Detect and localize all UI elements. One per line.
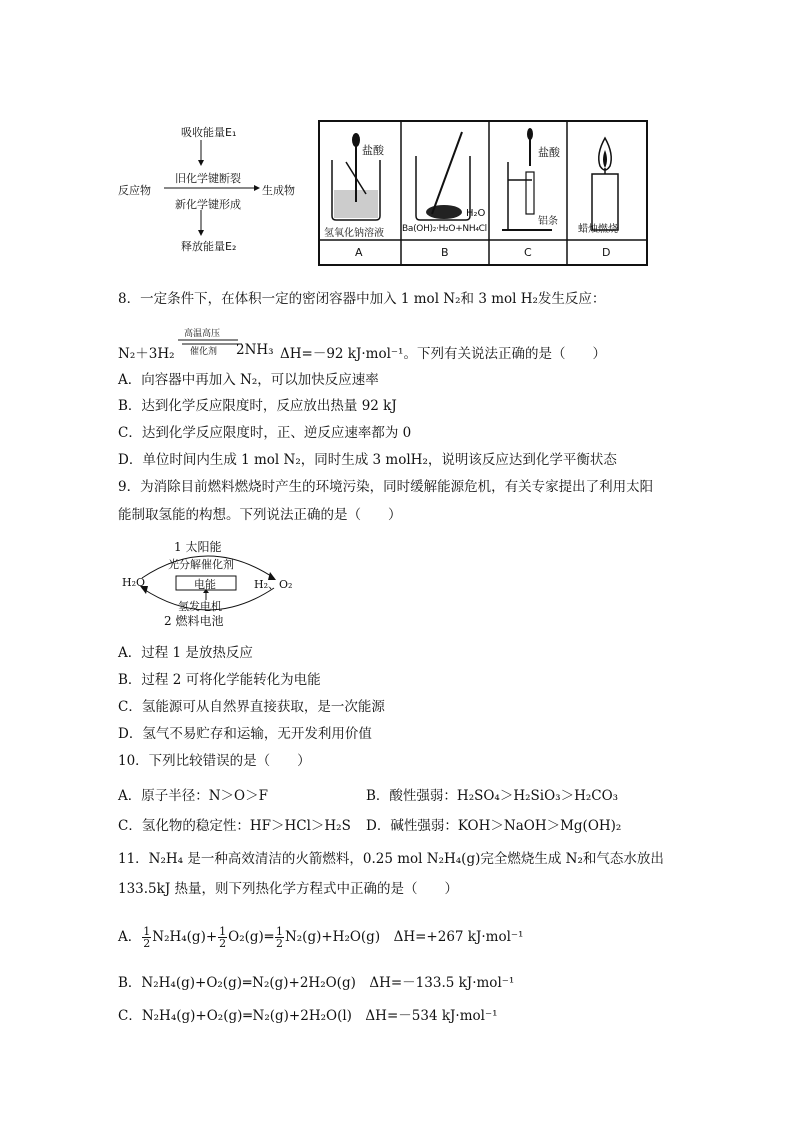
- apparatus-label-d: D: [602, 246, 611, 259]
- q11-option-b-rhs: N₂(g)+2H₂O(g) ΔH=－133.5 kJ·mol⁻¹: [252, 975, 515, 991]
- equals-arrow-icon: ═: [264, 929, 273, 945]
- q11-option-c: [118, 1007, 498, 1025]
- q11-stem-2: 133.5kJ 热量，则下列热化学方程式中正确的是（ ）: [118, 881, 459, 897]
- q8-option-b: B．达到化学反应限度时，反应放出热量 92 kJ: [118, 398, 397, 414]
- equals-arrow-icon: ═: [243, 1008, 252, 1024]
- q11-option-b: [118, 974, 514, 992]
- fraction-num: 1: [275, 925, 283, 938]
- q9-option-b: B．过程 2 可将化学能转化为电能: [118, 672, 321, 688]
- caption-a: 氢氧化钠溶液: [324, 228, 384, 239]
- form-bonds-label: 新化学键形成: [175, 198, 241, 211]
- q9-top-label: 光分解催化剂: [168, 558, 234, 571]
- q9-left-label: H₂O: [122, 576, 146, 589]
- q9-option-a: A．过程 1 是放热反应: [118, 645, 253, 661]
- q8-eq-left: N₂＋3H₂: [118, 346, 175, 362]
- apparatus-label-a: A: [355, 246, 363, 259]
- absorb-energy-label: 吸收能量E₁: [181, 126, 237, 139]
- fraction-num: 1: [143, 925, 151, 938]
- q10-option-d: D．碱性强弱：KOH＞NaOH＞Mg(OH)₂: [366, 818, 622, 834]
- caption-d: 蜡烛燃烧: [578, 224, 618, 235]
- q9-option-c: C．氢能源可从自然界直接获取，是一次能源: [118, 699, 385, 715]
- q10-stem: 10．下列比较错误的是（ ）: [118, 753, 311, 769]
- q8-condition-bottom: 催化剂: [190, 347, 218, 357]
- q10-option-b: B．酸性强弱：H₂SO₄＞H₂SiO₃＞H₂CO₃: [366, 788, 619, 804]
- equals-arrow-icon: ═: [242, 975, 252, 991]
- q9-bottom-num: 2 燃料电池: [164, 614, 224, 628]
- energy-diagram: [118, 120, 308, 260]
- product-label: 生成物: [262, 184, 295, 197]
- q9-option-d: D．氢气不易贮存和运输，无开发利用价值: [118, 726, 372, 742]
- q9-cycle-diagram: [118, 536, 298, 630]
- fraction-den: 2: [275, 937, 283, 950]
- q8-option-a: A．向容器中再加入 N₂，可以加快反应速率: [118, 372, 379, 388]
- q11-option-b-lhs: B．N₂H₄(g)+O₂(g): [118, 975, 242, 991]
- acid-label-a: 盐酸: [362, 144, 384, 157]
- q9-stem-2: 能制取氢能的构想。下列说法正确的是（ ）: [118, 507, 402, 523]
- q9-center-label: 电能: [194, 578, 216, 591]
- release-energy-label: 释放能量E₂: [181, 240, 237, 253]
- q11-option-c-lhs: C．N₂H₄(g)+O₂(g): [118, 1008, 243, 1024]
- water-label-b: H₂O: [466, 208, 486, 219]
- reactant-label: 反应物: [118, 184, 151, 197]
- q9-right-label: H₂、O₂: [254, 578, 293, 591]
- q8-eq-right: 2NH₃: [236, 342, 274, 358]
- apparatus-label-b: B: [441, 246, 449, 259]
- apparatus-panel: [318, 120, 648, 266]
- fraction-half: [142, 926, 151, 949]
- fraction-half: [275, 926, 284, 949]
- q8-equation: [118, 326, 678, 366]
- q9-bottom-label: 氢发电机: [178, 600, 222, 613]
- q11-option-c-rhs: N₂(g)+2H₂O(l) ΔH=－534 kJ·mol⁻¹: [252, 1008, 498, 1024]
- fraction-den: 2: [143, 937, 151, 950]
- q11-stem-1: 11．N₂H₄ 是一种高效清洁的火箭燃料，0.25 mol N₂H₄(g)完全燃烧生成 N₂和气态水放出: [118, 851, 664, 867]
- caption-b: Ba(OH)₂·H₂O+NH₄Cl: [402, 224, 487, 234]
- q8-option-d: D．单位时间内生成 1 mol N₂，同时生成 3 molH₂，说明该反应达到化学平衡状态: [118, 452, 617, 468]
- break-bonds-label: 旧化学键断裂: [175, 172, 241, 185]
- apparatus-label-c: C: [524, 246, 532, 259]
- q8-condition-top: 高温高压: [184, 329, 221, 339]
- acid-label-c: 盐酸: [538, 146, 560, 159]
- q11-option-a-term1: N₂H₄(g)+: [152, 929, 218, 945]
- q9-stem-1: 9．为消除目前燃料燃烧时产生的环境污染，同时缓解能源危机，有关专家提出了利用太阳: [118, 479, 654, 495]
- q8-eq-dh: ΔH=－92 kJ·mol⁻¹。下列有关说法正确的是（ ）: [280, 346, 606, 362]
- q8-stem: 8．一定条件下，在体积一定的密闭容器中加入 1 mol N₂和 3 mol H₂发生反应：: [118, 291, 606, 307]
- q11-option-a-term2: O₂(g): [228, 929, 264, 945]
- al-strip-label: 铝条: [538, 216, 558, 227]
- q10-option-c: C．氢化物的稳定性：HF＞HCl＞H₂S: [118, 818, 351, 834]
- fraction-half: [218, 926, 227, 949]
- q8-option-c: C．达到化学反应限度时，正、逆反应速率都为 0: [118, 425, 412, 441]
- q10-option-a: A．原子半径：N＞O＞F: [118, 788, 268, 804]
- q9-top-num: 1 太阳能: [174, 540, 222, 554]
- fraction-den: 2: [219, 937, 227, 950]
- q11-option-a: [118, 922, 523, 952]
- fraction-num: 1: [219, 925, 227, 938]
- q11-option-a-label: A．: [118, 929, 142, 945]
- q11-option-a-term3: N₂(g)+H₂O(g) ΔH=+267 kJ·mol⁻¹: [284, 929, 524, 945]
